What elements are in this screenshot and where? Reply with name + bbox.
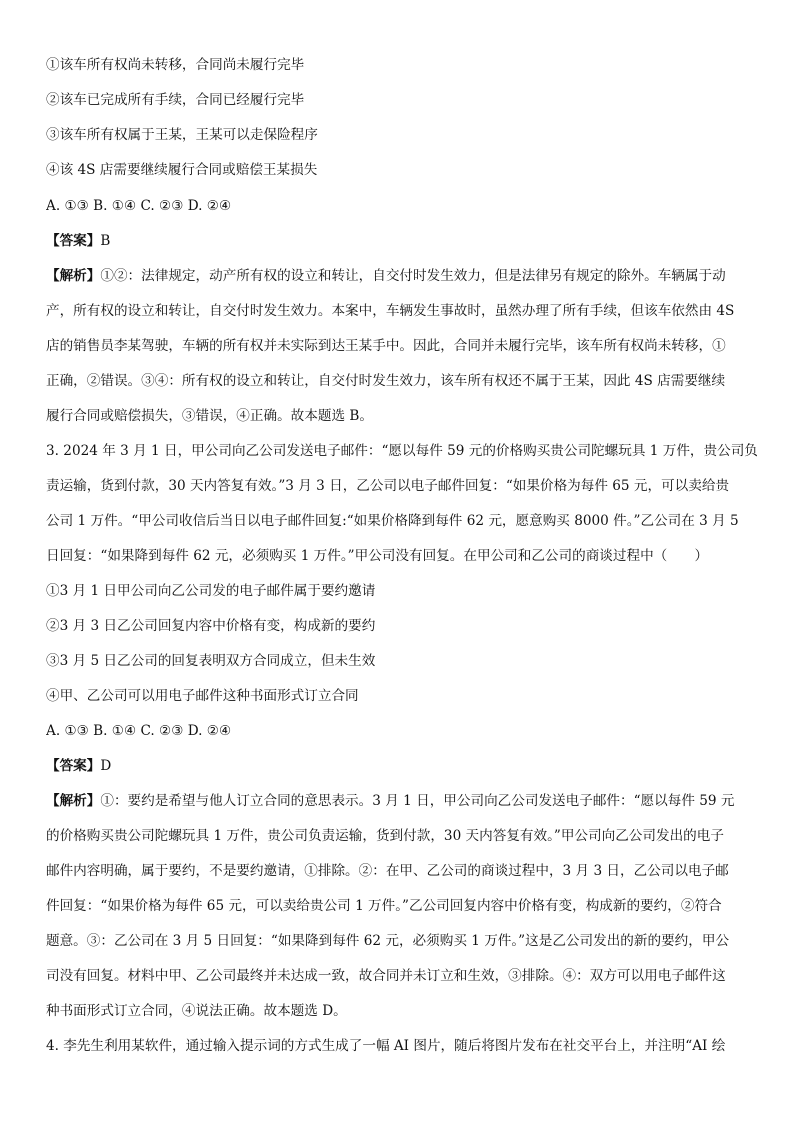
q3-analysis-line: 的价格购买贵公司陀螺玩具 1 万件，贵公司负责运输，货到付款，30 天内答复有效。”甲公司向乙公司发出的电子 bbox=[46, 828, 724, 844]
q2-option-1: ①该车所有权尚未转移，合同尚未履行完毕 bbox=[46, 57, 305, 73]
q3-analysis-line: 种书面形式订立合同，④说法正确。故本题选 D。 bbox=[46, 1003, 347, 1019]
q3-option-4: ④甲、乙公司可以用电子邮件这种书面形式订立合同 bbox=[46, 688, 359, 704]
q2-analysis-line: 履行合同或赔偿损失，③错误，④正确。故本题选 B。 bbox=[46, 408, 373, 424]
analysis-tag: 【解析】 bbox=[46, 793, 101, 809]
q3-stem-line: 公司 1 万件。“甲公司收信后当日以电子邮件回复:“如果价格降到每件 62 元，愿意购买 8000 件。”乙公司在 3 月 5 bbox=[46, 513, 739, 529]
q2-option-4: ④该 4S 店需要继续履行合同或赔偿王某损失 bbox=[46, 162, 318, 178]
q3-analysis-line: 件回复：“如果价格为每件 65 元，可以卖给贵公司 1 万件。”乙公司回复内容中价格有变，构成新的要约，②符合 bbox=[46, 898, 722, 914]
q2-answer bbox=[46, 233, 766, 250]
q3-analysis-line: 邮件内容明确，属于要约，不是要约邀请，①排除。②：在甲、乙公司的商谈过程中，3 月 3 日，乙公司以电子邮 bbox=[46, 863, 729, 879]
analysis-text: ①②：法律规定，动产所有权的设立和转让，自交付时发生效力，但是法律另有规定的除外。车辆属于动 bbox=[100, 268, 726, 284]
q3-analysis-line: 题意。③：乙公司在 3 月 5 日回复：“如果降到每件 62 元，必须购买 1 万件。”这是乙公司发出的新的要约，甲公 bbox=[46, 933, 730, 949]
q2-analysis-line: 产，所有权的设立和转让，自交付时发生效力。本案中，车辆发生事故时，虽然办理了所有手续，但该车依然由 4S bbox=[46, 303, 735, 319]
q2-analysis-line: 店的销售员李某驾驶，车辆的所有权并未实际到达王某手中。因此，合同并未履行完毕，该车所有权尚未转移，① bbox=[46, 338, 726, 354]
q3-stem-line: 3. 2024 年 3 月 1 日，甲公司向乙公司发送电子邮件：“愿以每件 59 元的价格购买贵公司陀螺玩具 1 万件，贵公司负 bbox=[46, 443, 758, 459]
q3-option-3: ③3 月 5 日乙公司的回复表明双方合同成立，但未生效 bbox=[46, 653, 376, 669]
analysis-tag: 【解析】 bbox=[46, 268, 101, 284]
q3-analysis-line: 司没有回复。材料中甲、乙公司最终并未达成一致，故合同并未订立和生效，③排除。④：双方可以用电子邮件这 bbox=[46, 968, 726, 984]
analysis-text: ①：要约是希望与他人订立合同的意思表示。3 月 1 日，甲公司向乙公司发送电子邮件：“愿以每件 59 元 bbox=[100, 793, 735, 809]
q4-stem-line: 4. 李先生利用某软件，通过输入提示词的方式生成了一幅 AI 图片，随后将图片发布在社交平台上，并注明“AI 绘 bbox=[46, 1038, 726, 1054]
q2-analysis-line: 正确，②错误。③④：所有权的设立和转让，自交付时发生效力，该车所有权还不属于王某，因此 4S 店需要继续 bbox=[46, 373, 726, 389]
q3-stem-line: 日回复：“如果降到每件 62 元，必须购买 1 万件。”甲公司没有回复。在甲公司和乙公司的商谈过程中（ ） bbox=[46, 548, 709, 564]
q3-option-2: ②3 月 3 日乙公司回复内容中价格有变，构成新的要约 bbox=[46, 618, 376, 634]
answer-tag: 【答案】 bbox=[46, 233, 101, 249]
q2-choices: A. ①③ B. ①④ C. ②③ D. ②④ bbox=[46, 198, 232, 214]
q3-option-1: ①3 月 1 日甲公司向乙公司发的电子邮件属于要约邀请 bbox=[46, 583, 376, 599]
answer-value: B bbox=[100, 233, 111, 249]
answer-tag: 【答案】 bbox=[46, 758, 101, 774]
q3-answer bbox=[46, 758, 766, 775]
q3-analysis-line bbox=[46, 793, 766, 810]
q3-stem-line: 责运输，货到付款，30 天内答复有效。”3 月 3 日，乙公司以电子邮件回复：“如果价格为每件 65 元，可以卖给贵 bbox=[46, 478, 730, 494]
q2-analysis-line bbox=[46, 268, 766, 285]
q2-option-3: ③该车所有权属于王某，王某可以走保险程序 bbox=[46, 127, 318, 143]
q2-option-2: ②该车已完成所有手续，合同已经履行完毕 bbox=[46, 92, 305, 108]
q3-choices: A. ①③ B. ①④ C. ②③ D. ②④ bbox=[46, 723, 232, 739]
answer-value: D bbox=[100, 758, 112, 774]
